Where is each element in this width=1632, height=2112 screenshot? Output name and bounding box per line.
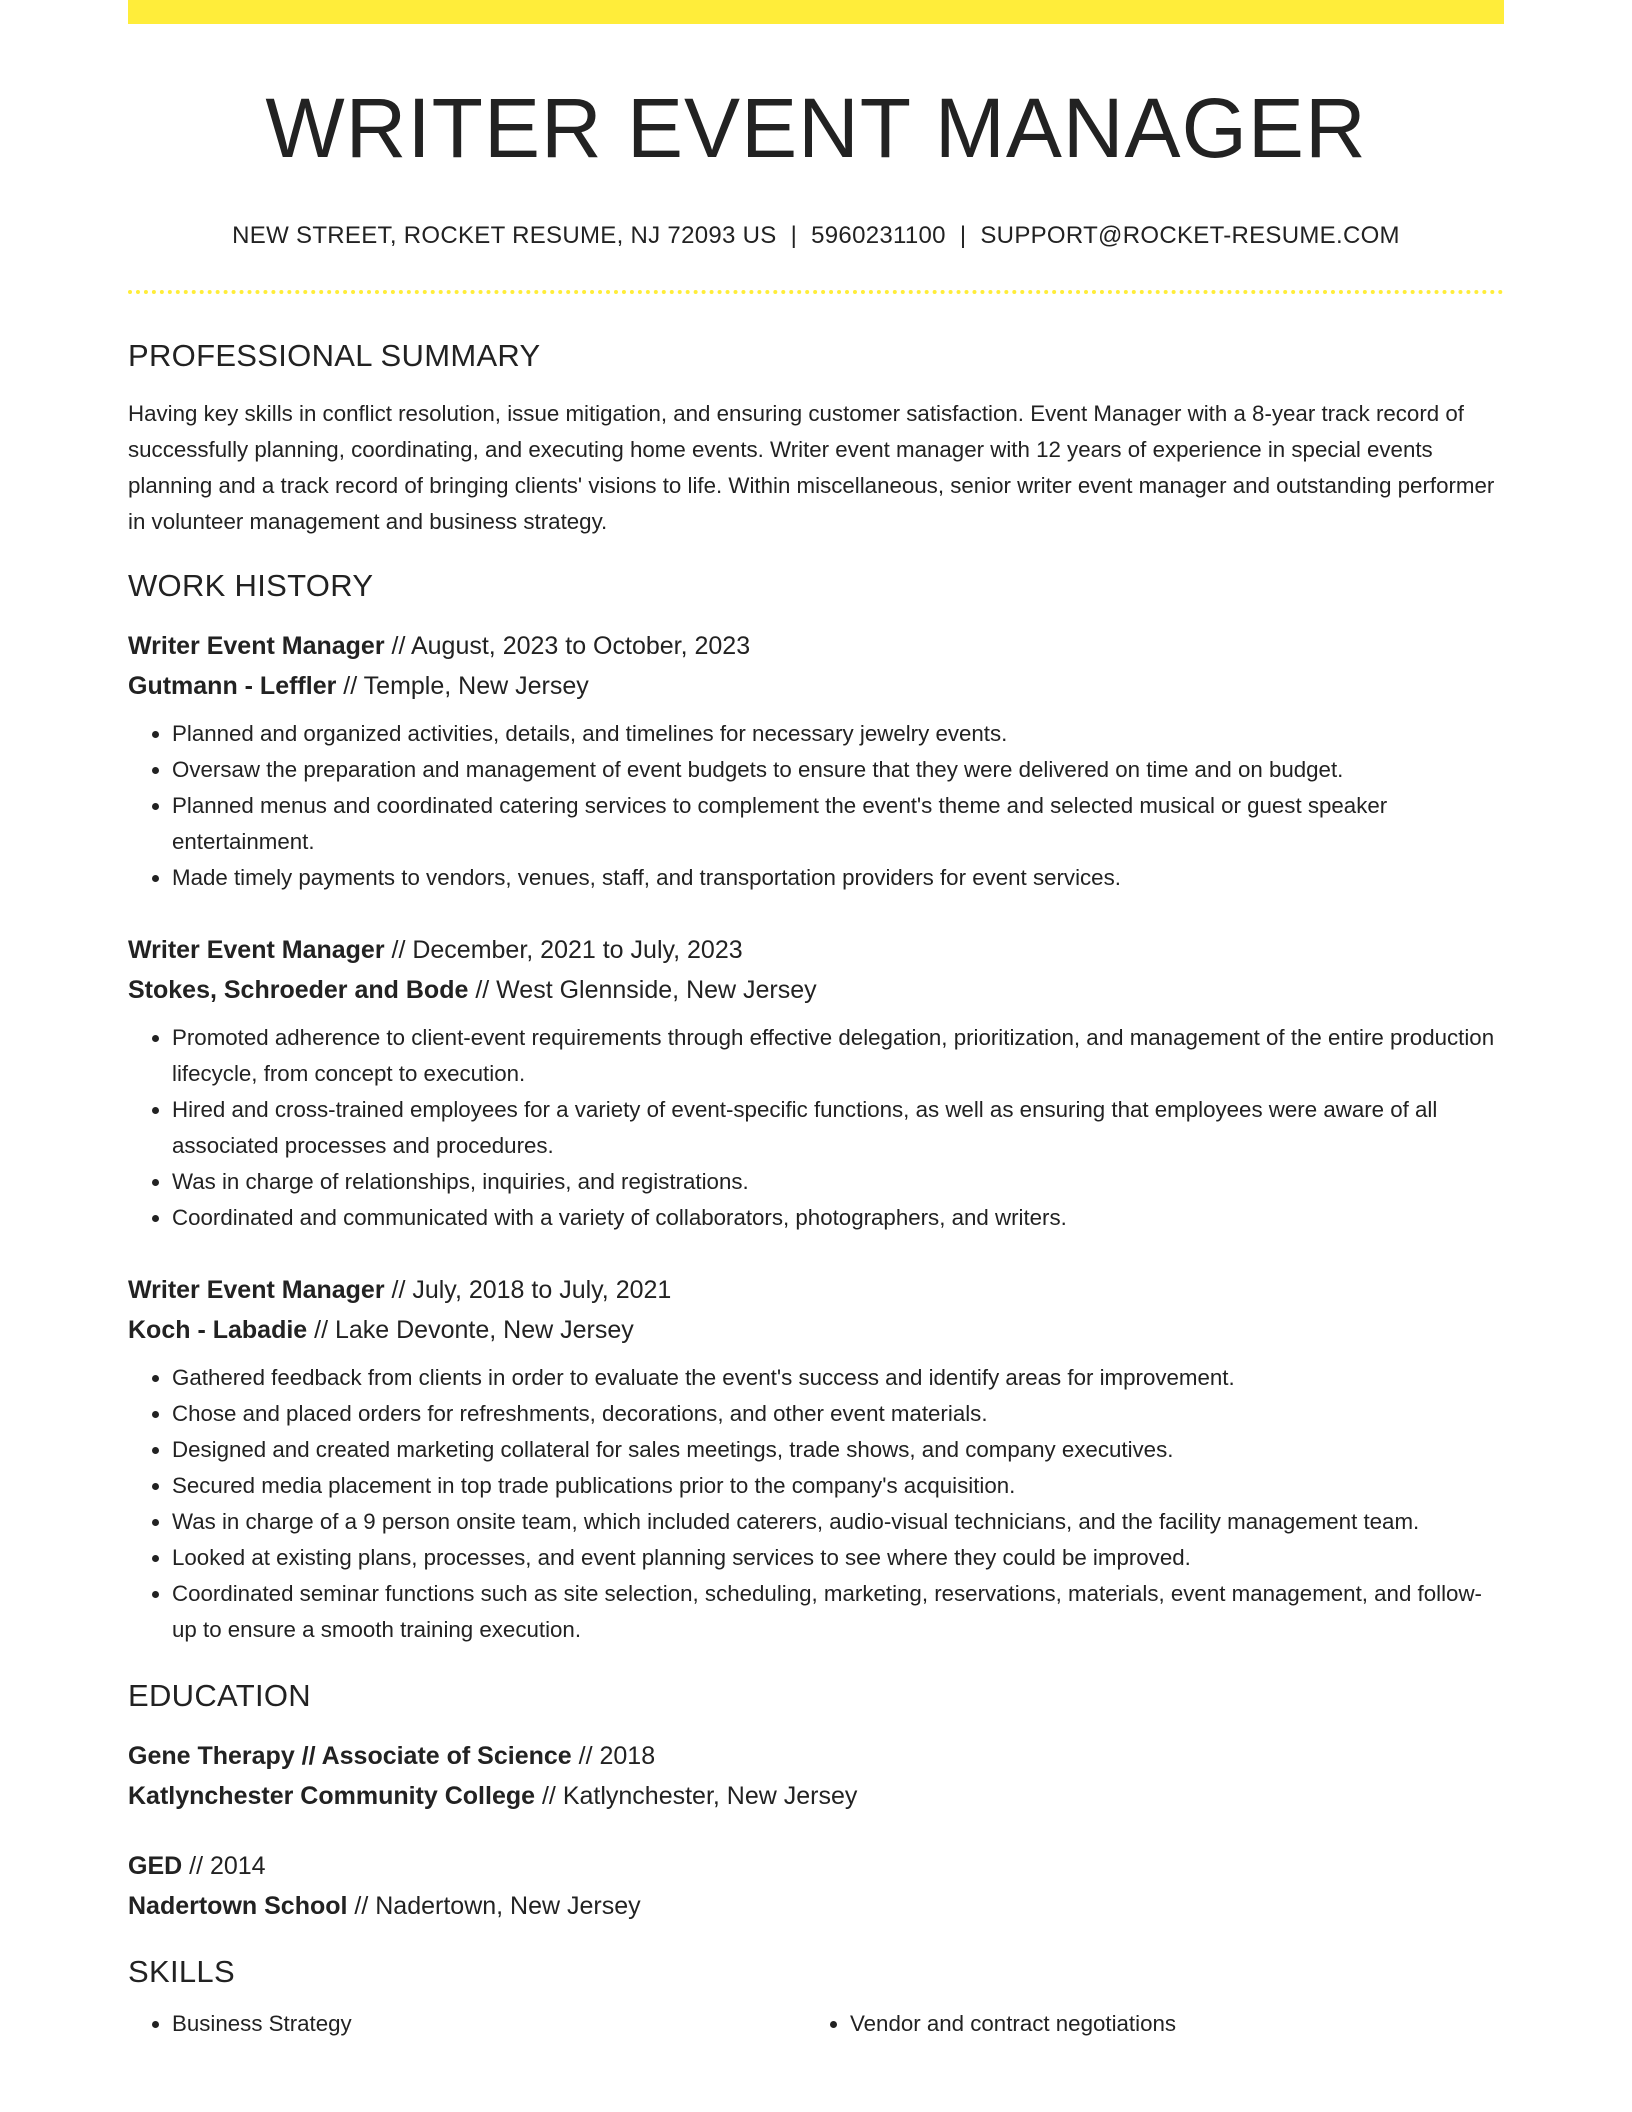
skill-item: • Business Strategy [172,2006,806,2042]
top-accent-bar [128,0,1504,24]
contact-separator: | [959,222,967,250]
job-entry [128,626,1504,896]
job-location: // Temple, New Jersey [336,672,589,701]
job-company: Koch - Labadie [128,1316,308,1345]
job-entry [128,1270,1504,1648]
job-bullet: • Planned menus and coordinated catering services to complement the event's theme and selected musical or guest speaker entertainment. [172,788,1504,860]
education-degree-line [128,1736,1504,1776]
education-school: Katlynchester Community College [128,1782,536,1811]
education-year: // 2014 [182,1852,266,1881]
job-company-line [128,970,1504,1010]
job-location: // Lake Devonte, New Jersey [307,1316,634,1345]
job-bullet: • Was in charge of relationships, inquiries, and registrations. [172,1164,1504,1200]
education-year: // 2018 [571,1742,656,1771]
job-role: Writer Event Manager [128,936,385,965]
job-bullet: • Gathered feedback from clients in order to evaluate the event's success and identify areas for improvement. [172,1360,1504,1396]
job-bullet: • Chose and placed orders for refreshments, decorations, and other event materials. [172,1396,1504,1432]
resume-page [128,0,1504,2042]
education-location: // Katlynchester, New Jersey [535,1782,858,1811]
education-location: // Nadertown, New Jersey [347,1892,641,1921]
job-bullet: • Coordinated seminar functions such as site selection, scheduling, marketing, reservations, materials, event management, and follow-up to ensure a smooth training execution. [172,1576,1504,1648]
job-title-line [128,626,1504,666]
job-title-line [128,1270,1504,1310]
job-bullet: • Coordinated and communicated with a variety of collaborators, photographers, and writers. [172,1200,1504,1236]
section-title-work-history: WORK HISTORY [128,568,374,604]
job-bullet: • Looked at existing plans, processes, and event planning services to see where they could be improved. [172,1540,1504,1576]
education-degree: Gene Therapy // Associate of Science [128,1742,572,1771]
header-divider [128,290,1504,294]
skill-item: • Vendor and contract negotiations [850,2006,1484,2042]
contact-address: NEW STREET, ROCKET RESUME, NJ 72093 US [232,222,777,250]
job-dates: // December, 2021 to July, 2023 [384,936,743,965]
section-title-skills: SKILLS [128,1954,235,1990]
job-bullets [128,1360,1504,1648]
job-dates: // July, 2018 to July, 2021 [384,1276,672,1305]
job-dates: // August, 2023 to October, 2023 [384,632,751,661]
job-entry [128,930,1504,1236]
education-degree: GED [128,1852,183,1881]
section-title-education: EDUCATION [128,1678,311,1714]
candidate-name: WRITER EVENT MANAGER [265,81,1367,175]
skills-list [128,2006,1504,2042]
job-company-line [128,666,1504,706]
education-school-line [128,1886,1504,1926]
job-bullet: • Designed and created marketing collateral for sales meetings, trade shows, and company executives. [172,1432,1504,1468]
contact-email[interactable]: SUPPORT@ROCKET-RESUME.COM [980,222,1400,250]
education-entry [128,1846,1504,1926]
contact-phone: 5960231100 [811,222,946,250]
job-company: Gutmann - Leffler [128,672,337,701]
job-bullet: • Hired and cross-trained employees for a variety of event-specific functions, as well as ensuring that employees were aware of all associated processes and procedures. [172,1092,1504,1164]
summary-text: Having key skills in conflict resolution, issue mitigation, and ensuring customer satisfaction. Event Manager with a 8-year track record of successfully planning, coordinating, and executing home events. Writer event manager with 12 years of experience in special events planning and a track record of bringing clients' visions to life. Within miscellaneous, senior writer event manager and outstanding performer in volunteer management and business strategy. [128,401,1495,535]
skills-column-left [128,2006,806,2042]
job-title-line [128,930,1504,970]
education-entry [128,1736,1504,1816]
job-bullets [128,716,1504,896]
contact-separator: | [790,222,798,250]
job-bullet: • Was in charge of a 9 person onsite team, which included caterers, audio-visual technicians, and the facility management team. [172,1504,1504,1540]
job-role: Writer Event Manager [128,632,385,661]
section-title-summary: PROFESSIONAL SUMMARY [128,338,541,374]
job-location: // West Glennside, New Jersey [468,976,817,1005]
job-company-line [128,1310,1504,1350]
job-bullet: • Secured media placement in top trade publications prior to the company's acquisition. [172,1468,1504,1504]
job-bullets [128,1020,1504,1236]
contact-line [128,222,1504,250]
job-bullet: • Made timely payments to vendors, venues, staff, and transportation providers for event services. [172,860,1504,896]
job-company: Stokes, Schroeder and Bode [128,976,469,1005]
skills-column-right [806,2006,1484,2042]
job-bullet: • Promoted adherence to client-event requirements through effective delegation, prioritization, and management of the entire production lifecycle, from concept to execution. [172,1020,1504,1092]
education-school-line [128,1776,1504,1816]
job-bullet: • Oversaw the preparation and management of event budgets to ensure that they were delivered on time and on budget. [172,752,1504,788]
education-degree-line [128,1846,1504,1886]
job-role: Writer Event Manager [128,1276,385,1305]
job-bullet: • Planned and organized activities, details, and timelines for necessary jewelry events. [172,716,1504,752]
education-school: Nadertown School [128,1892,348,1921]
